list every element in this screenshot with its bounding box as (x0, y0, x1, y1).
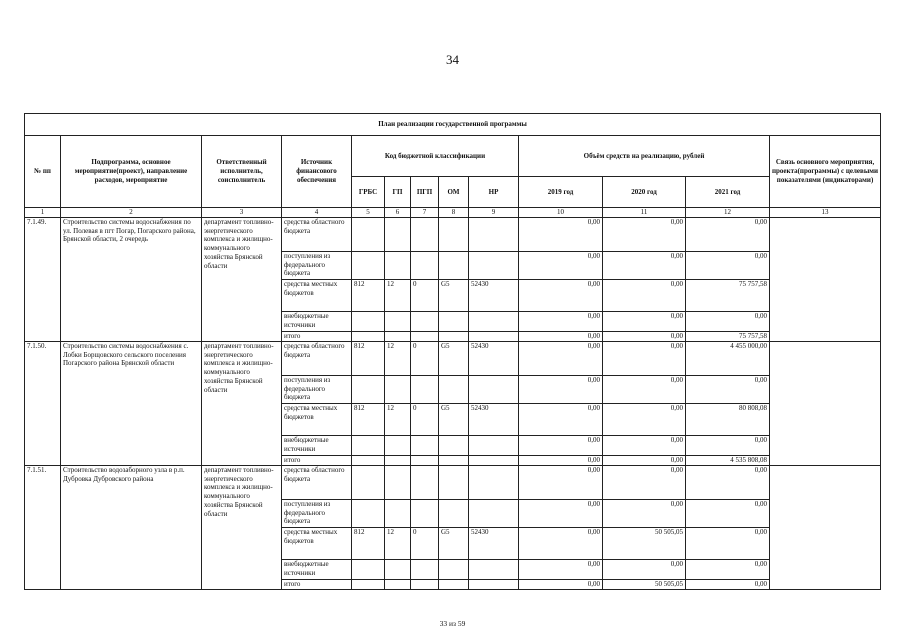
source-cell: поступления из федерального бюджета (282, 376, 352, 404)
column-number: 2 (61, 208, 202, 218)
table-row (25, 218, 881, 252)
grbs-cell (352, 466, 385, 500)
value-2021: 75 757,58 (686, 280, 770, 312)
source-cell: внебюджетные источники (282, 560, 352, 580)
source-cell: средства областного бюджета (282, 218, 352, 252)
value-2020: 50 505,05 (603, 528, 686, 560)
nr-cell: 52430 (469, 280, 519, 312)
pgp-cell: 0 (411, 404, 439, 436)
nr-cell (469, 456, 519, 466)
value-2021: 0,00 (686, 436, 770, 456)
grbs-cell (352, 312, 385, 332)
source-cell: средства местных бюджетов (282, 280, 352, 312)
source-cell: итого (282, 580, 352, 590)
page-number: 34 (446, 52, 459, 67)
nr-cell (469, 252, 519, 280)
om-cell (439, 218, 469, 252)
value-2021: 0,00 (686, 376, 770, 404)
value-2019: 0,00 (519, 528, 603, 560)
total-2019: 0,00 (519, 456, 603, 466)
plan-table (24, 113, 881, 590)
grbs-cell (352, 580, 385, 590)
grbs-cell (352, 500, 385, 528)
total-2021: 75 757,58 (686, 332, 770, 342)
header-name: Подпрограмма, основное мероприятие(проект), направление расходов, мероприятие (61, 136, 202, 208)
value-2021: 0,00 (686, 560, 770, 580)
entry-number: 7.1.50. (25, 342, 61, 466)
link-cell (770, 342, 881, 466)
source-cell: итого (282, 456, 352, 466)
pgp-cell (411, 456, 439, 466)
source-cell: средства областного бюджета (282, 342, 352, 376)
value-2020: 0,00 (603, 252, 686, 280)
value-2020: 0,00 (603, 312, 686, 332)
grbs-cell: 812 (352, 404, 385, 436)
column-number: 1 (25, 208, 61, 218)
gp-cell (385, 580, 411, 590)
gp-cell: 12 (385, 342, 411, 376)
value-2021: 0,00 (686, 466, 770, 500)
nr-cell: 52430 (469, 404, 519, 436)
pgp-cell (411, 466, 439, 500)
total-2021: 0,00 (686, 580, 770, 590)
om-cell (439, 466, 469, 500)
nr-cell (469, 466, 519, 500)
value-2020: 0,00 (603, 404, 686, 436)
source-cell: поступления из федерального бюджета (282, 252, 352, 280)
gp-cell (385, 500, 411, 528)
om-cell: G5 (439, 528, 469, 560)
source-cell: средства местных бюджетов (282, 404, 352, 436)
nr-cell (469, 580, 519, 590)
value-2020: 0,00 (603, 560, 686, 580)
entry-executor: департамент топливно-энергетического комплекса и жилищно-коммунального хозяйства Брянской области (202, 218, 282, 342)
om-cell: G5 (439, 404, 469, 436)
table-row (25, 342, 881, 376)
om-cell (439, 376, 469, 404)
value-2021: 0,00 (686, 500, 770, 528)
gp-cell: 12 (385, 404, 411, 436)
grbs-cell (352, 252, 385, 280)
value-2020: 0,00 (603, 500, 686, 528)
value-2021: 0,00 (686, 528, 770, 560)
header-2020: 2020 год (603, 177, 686, 208)
total-2020: 0,00 (603, 332, 686, 342)
value-2020: 0,00 (603, 218, 686, 252)
grbs-cell: 812 (352, 280, 385, 312)
value-2019: 0,00 (519, 218, 603, 252)
header-link: Связь основного мероприятия, проекта(программы) с целевыми показателями (индикаторами) (770, 136, 881, 208)
value-2019: 0,00 (519, 312, 603, 332)
nr-cell (469, 332, 519, 342)
value-2020: 0,00 (603, 280, 686, 312)
value-2020: 0,00 (603, 342, 686, 376)
entry-executor: департамент топливно-энергетического комплекса и жилищно-коммунального хозяйства Брянской области (202, 342, 282, 466)
value-2019: 0,00 (519, 466, 603, 500)
gp-cell: 12 (385, 280, 411, 312)
value-2019: 0,00 (519, 252, 603, 280)
header-pgp: ПГП (411, 177, 439, 208)
column-number: 10 (519, 208, 603, 218)
grbs-cell (352, 376, 385, 404)
pgp-cell (411, 500, 439, 528)
column-numbers-row (25, 208, 881, 218)
column-number: 11 (603, 208, 686, 218)
om-cell (439, 252, 469, 280)
entry-number: 7.1.51. (25, 466, 61, 590)
header-source: Источник финансового обеспечения (282, 136, 352, 208)
value-2020: 0,00 (603, 436, 686, 456)
value-2019: 0,00 (519, 280, 603, 312)
value-2019: 0,00 (519, 404, 603, 436)
value-2021: 0,00 (686, 252, 770, 280)
gp-cell (385, 456, 411, 466)
column-number: 5 (352, 208, 385, 218)
nr-cell (469, 218, 519, 252)
gp-cell: 12 (385, 528, 411, 560)
column-number: 9 (469, 208, 519, 218)
om-cell (439, 456, 469, 466)
gp-cell (385, 376, 411, 404)
value-2021: 0,00 (686, 312, 770, 332)
pgp-cell: 0 (411, 528, 439, 560)
pgp-cell: 0 (411, 280, 439, 312)
gp-cell (385, 312, 411, 332)
header-grbs: ГРБС (352, 177, 385, 208)
total-2019: 0,00 (519, 332, 603, 342)
om-cell (439, 560, 469, 580)
page-footer: 33 из 59 (439, 619, 466, 628)
header-om: ОМ (439, 177, 469, 208)
gp-cell (385, 466, 411, 500)
entry-name: Строительство водозаборного узла в р.п. Дубровка Дубровского района (61, 466, 202, 590)
om-cell (439, 312, 469, 332)
grbs-cell: 812 (352, 528, 385, 560)
pgp-cell (411, 560, 439, 580)
grbs-cell (352, 332, 385, 342)
table-row (25, 466, 881, 500)
value-2019: 0,00 (519, 436, 603, 456)
table-title: План реализации государственной программы (25, 114, 881, 136)
pgp-cell (411, 252, 439, 280)
source-cell: средства местных бюджетов (282, 528, 352, 560)
value-2021: 0,00 (686, 218, 770, 252)
column-number: 12 (686, 208, 770, 218)
om-cell (439, 500, 469, 528)
grbs-cell (352, 456, 385, 466)
header-2019: 2019 год (519, 177, 603, 208)
column-number: 7 (411, 208, 439, 218)
header-nr: НР (469, 177, 519, 208)
header-num: № пп (25, 136, 61, 208)
source-cell: поступления из федерального бюджета (282, 500, 352, 528)
value-2019: 0,00 (519, 500, 603, 528)
grbs-cell (352, 560, 385, 580)
gp-cell (385, 436, 411, 456)
nr-cell: 52430 (469, 342, 519, 376)
gp-cell (385, 218, 411, 252)
total-2020: 0,00 (603, 456, 686, 466)
pgp-cell (411, 376, 439, 404)
column-number: 4 (282, 208, 352, 218)
total-2020: 50 505,05 (603, 580, 686, 590)
grbs-cell (352, 218, 385, 252)
value-2020: 0,00 (603, 376, 686, 404)
entry-number: 7.1.49. (25, 218, 61, 342)
source-cell: внебюджетные источники (282, 312, 352, 332)
nr-cell: 52430 (469, 528, 519, 560)
om-cell (439, 580, 469, 590)
value-2020: 0,00 (603, 466, 686, 500)
link-cell (770, 218, 881, 342)
value-2019: 0,00 (519, 342, 603, 376)
grbs-cell (352, 436, 385, 456)
entry-name: Строительство системы водоснабжения с. Лобки Борщовского сельского поселения Погарского района Брянской области (61, 342, 202, 466)
nr-cell (469, 500, 519, 528)
gp-cell (385, 560, 411, 580)
gp-cell (385, 332, 411, 342)
pgp-cell (411, 312, 439, 332)
om-cell (439, 436, 469, 456)
link-cell (770, 466, 881, 590)
value-2019: 0,00 (519, 560, 603, 580)
nr-cell (469, 376, 519, 404)
header-gp: ГП (385, 177, 411, 208)
pgp-cell (411, 580, 439, 590)
om-cell: G5 (439, 280, 469, 312)
om-cell (439, 332, 469, 342)
entry-executor: департамент топливно-энергетического комплекса и жилищно-коммунального хозяйства Брянской области (202, 466, 282, 590)
pgp-cell (411, 218, 439, 252)
header-volume: Объём средств на реализацию, рублей (519, 136, 770, 177)
source-cell: внебюджетные источники (282, 436, 352, 456)
header-budget-code: Код бюджетной классификации (352, 136, 519, 177)
column-number: 3 (202, 208, 282, 218)
header-executor: Ответственный исполнитель, соисполнитель (202, 136, 282, 208)
source-cell: средства областного бюджета (282, 466, 352, 500)
nr-cell (469, 436, 519, 456)
value-2021: 4 455 000,00 (686, 342, 770, 376)
nr-cell (469, 312, 519, 332)
value-2021: 80 808,08 (686, 404, 770, 436)
column-number: 6 (385, 208, 411, 218)
value-2019: 0,00 (519, 376, 603, 404)
pgp-cell (411, 436, 439, 456)
total-2019: 0,00 (519, 580, 603, 590)
grbs-cell: 812 (352, 342, 385, 376)
entry-name: Строительство системы водоснабжения по ул. Полевая в пгт Погар, Погарского района, Брянской области, 2 очередь (61, 218, 202, 342)
column-number: 8 (439, 208, 469, 218)
column-number: 13 (770, 208, 881, 218)
gp-cell (385, 252, 411, 280)
pgp-cell: 0 (411, 342, 439, 376)
source-cell: итого (282, 332, 352, 342)
header-2021: 2021 год (686, 177, 770, 208)
nr-cell (469, 560, 519, 580)
pgp-cell (411, 332, 439, 342)
om-cell: G5 (439, 342, 469, 376)
total-2021: 4 535 808,08 (686, 456, 770, 466)
